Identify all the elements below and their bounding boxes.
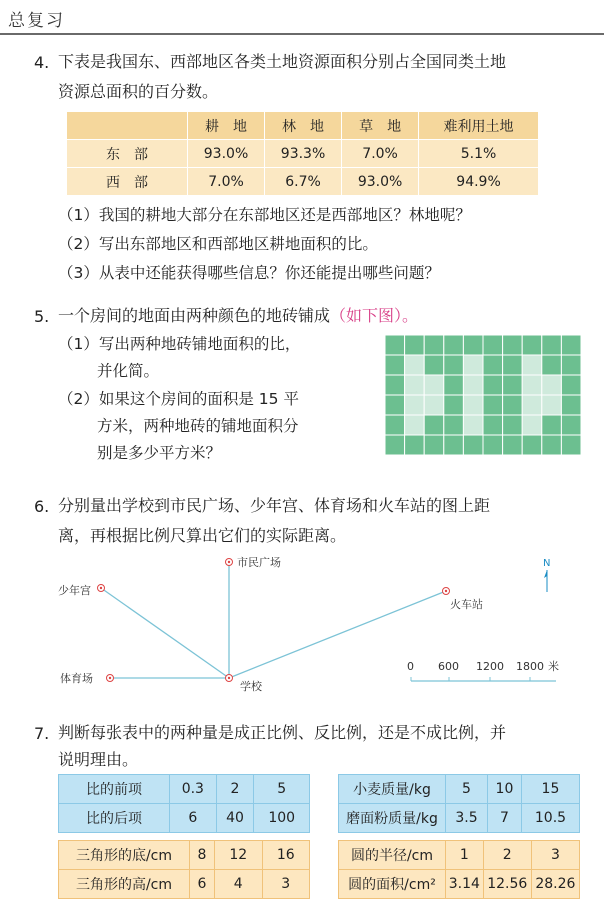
row-label: 比的前项: [59, 775, 170, 804]
q5-sub1-line2: 并化简。: [97, 362, 160, 380]
scale-label: 600: [438, 660, 459, 673]
floor-tile: [385, 335, 405, 355]
q5-number: 5.: [34, 307, 50, 326]
floor-tile: [503, 335, 523, 355]
q7-table-wheat: [338, 774, 580, 833]
q5-text-main: 一个房间的地面由两种颜色的地砖铺成: [58, 306, 331, 325]
floor-tile: [561, 355, 581, 375]
floor-tile: [424, 355, 444, 375]
floor-tile: [561, 375, 581, 395]
q5-sub2-line1: （2）如果这个房间的面积是 15 平: [58, 390, 299, 408]
floor-tile: [483, 395, 503, 415]
table-row: [59, 841, 310, 870]
table-cell: 40: [216, 804, 254, 833]
north-arrow-icon: [543, 558, 550, 592]
floor-tile: [385, 415, 405, 435]
q5-sub2-line2: 方米，两种地砖的铺地面积分: [97, 417, 299, 435]
floor-tile: [503, 415, 523, 435]
scale-unit: 米: [548, 660, 559, 673]
floor-tile-pattern: [384, 334, 582, 456]
row-label: 圆的面积/cm²: [339, 870, 446, 899]
table-cell: 6.7%: [265, 168, 342, 196]
page-header-title: 总复习: [8, 11, 65, 31]
floor-tile: [542, 375, 562, 395]
floor-tile: [444, 415, 464, 435]
scale-label: 1200: [476, 660, 504, 673]
floor-tile: [522, 415, 542, 435]
floor-tile: [561, 335, 581, 355]
q5-figure-hint: （如下图）。: [330, 306, 419, 325]
floor-tile: [483, 415, 503, 435]
floor-tile: [503, 355, 523, 375]
floor-tile: [385, 395, 405, 415]
table-row: [67, 168, 539, 196]
table-row: [59, 804, 310, 833]
floor-tile: [483, 435, 503, 455]
q5-sub2-line3: 别是多少平方米？: [97, 444, 222, 462]
floor-tile: [424, 415, 444, 435]
floor-tile: [561, 415, 581, 435]
q4-text-line1: 下表是我国东、西部地区各类土地资源面积分别占全国同类土地: [58, 52, 507, 71]
floor-tile: [424, 375, 444, 395]
floor-tile: [444, 355, 464, 375]
floor-tile: [561, 435, 581, 455]
floor-tile: [542, 435, 562, 455]
table-header-cell: 难利用土地: [419, 112, 538, 140]
table-row: [339, 804, 580, 833]
row-label: 三角形的高/cm: [59, 870, 190, 899]
table-cell: 10: [487, 775, 521, 804]
table-cell: 100: [254, 804, 310, 833]
q4-number: 4.: [34, 53, 50, 72]
floor-tile: [483, 375, 503, 395]
floor-tile: [522, 435, 542, 455]
table-cell: 3: [262, 870, 310, 899]
floor-tile: [444, 375, 464, 395]
table-cell: 3.5: [446, 804, 488, 833]
floor-tile: [463, 335, 483, 355]
table-cell: 3: [531, 841, 579, 870]
table-cell: 10.5: [521, 804, 579, 833]
floor-tile: [405, 375, 425, 395]
floor-tile: [424, 395, 444, 415]
floor-tile: [483, 335, 503, 355]
q7-text-line1: 判断每张表中的两种量是成正比例、反比例，还是不成比例，并: [58, 723, 507, 742]
table-cell: 16: [262, 841, 310, 870]
floor-tile: [522, 335, 542, 355]
floor-tile: [542, 395, 562, 415]
floor-tile: [405, 435, 425, 455]
scale-bar: [407, 659, 559, 681]
table-cell: 2: [483, 841, 531, 870]
table-cell: 1: [446, 841, 484, 870]
floor-tile: [503, 395, 523, 415]
table-cell: 5: [446, 775, 488, 804]
q7-number: 7.: [34, 724, 50, 743]
floor-tile: [444, 435, 464, 455]
table-cell: 15: [521, 775, 579, 804]
table-cell: 12.56: [483, 870, 531, 899]
q7-table-circle: [338, 840, 580, 899]
floor-tile: [405, 335, 425, 355]
header-divider: [0, 33, 604, 35]
table-cell: 12: [215, 841, 262, 870]
q5-sub1-line1: （1）写出两种地砖铺地面积的比，: [58, 335, 301, 353]
table-header-cell: 林 地: [265, 112, 342, 140]
station-label: 火车站: [450, 598, 483, 611]
table-header-cell: 耕 地: [188, 112, 265, 140]
floor-tile: [542, 415, 562, 435]
table-row: [59, 775, 310, 804]
q4-sub1: （1）我国的耕地大部分在东部地区还是西部地区？林地呢？: [58, 206, 471, 224]
q6-text-line2: 离，再根据比例尺算出它们的实际距离。: [58, 526, 347, 545]
q4-sub2: （2）写出东部地区和西部地区耕地面积的比。: [58, 235, 378, 253]
table-cell: 7: [487, 804, 521, 833]
floor-tile: [463, 415, 483, 435]
table-row: [67, 140, 539, 168]
q7-table-triangle: [58, 840, 310, 899]
floor-tile: [522, 375, 542, 395]
table-cell: 8: [190, 841, 215, 870]
table-cell: 7.0%: [188, 168, 265, 196]
floor-tile: [503, 375, 523, 395]
floor-tile: [385, 435, 405, 455]
floor-tile: [385, 355, 405, 375]
table-cell: 93.0%: [342, 168, 419, 196]
floor-tile: [483, 355, 503, 375]
table-cell: 5: [254, 775, 310, 804]
table-cell: 28.26: [531, 870, 579, 899]
table-row: [59, 870, 310, 899]
table-row: [339, 841, 580, 870]
table-cell: 6: [170, 804, 217, 833]
floor-tile: [522, 355, 542, 375]
table-cell: 4: [215, 870, 262, 899]
table-cell: 93.3%: [265, 140, 342, 168]
q4-text-line2: 资源总面积的百分数。: [58, 82, 219, 101]
table-cell: 7.0%: [342, 140, 419, 168]
table-cell: 6: [190, 870, 215, 899]
floor-tile: [542, 335, 562, 355]
table-row: [339, 870, 580, 899]
floor-tile: [385, 375, 405, 395]
floor-tile: [405, 415, 425, 435]
row-label: 磨面粉质量/kg: [339, 804, 446, 833]
school-map: [0, 540, 604, 700]
q7-text-line2: 说明理由。: [58, 750, 139, 769]
table-header-cell: 草 地: [342, 112, 419, 140]
floor-tile: [444, 395, 464, 415]
floor-tile: [561, 395, 581, 415]
floor-tile: [522, 395, 542, 415]
q4-land-table: [66, 111, 538, 195]
floor-tile: [542, 355, 562, 375]
plaza-label: 市民广场: [237, 556, 281, 569]
table-cell: 3.14: [446, 870, 484, 899]
floor-tile: [503, 435, 523, 455]
school-label: 学校: [240, 680, 262, 693]
floor-tile: [424, 335, 444, 355]
floor-tile: [444, 335, 464, 355]
floor-tile: [424, 435, 444, 455]
scale-label: 0: [407, 660, 414, 673]
table-header-row: [67, 112, 539, 140]
row-label: 圆的半径/cm: [339, 841, 446, 870]
row-label: 三角形的底/cm: [59, 841, 190, 870]
youth-palace-label: 少年宫: [58, 584, 91, 597]
floor-tile: [463, 375, 483, 395]
table-cell: [67, 112, 188, 140]
floor-tile: [405, 355, 425, 375]
table-row: [339, 775, 580, 804]
q6-text-line1: 分别量出学校到市民广场、少年宫、体育场和火车站的图上距: [58, 496, 491, 515]
row-label: 小麦质量/kg: [339, 775, 446, 804]
q5-text: [58, 301, 418, 331]
floor-tile: [405, 395, 425, 415]
scale-label: 1800: [516, 660, 544, 673]
table-cell: 2: [216, 775, 254, 804]
floor-tile: [463, 355, 483, 375]
q6-number: 6.: [34, 497, 50, 516]
table-cell: 0.3: [170, 775, 217, 804]
row-label: 比的后项: [59, 804, 170, 833]
row-label: 西 部: [67, 168, 188, 196]
table-cell: 5.1%: [419, 140, 538, 168]
q7-table-ratio: [58, 774, 310, 833]
row-label: 东 部: [67, 140, 188, 168]
q4-sub3: （3）从表中还能获得哪些信息？你还能提出哪些问题？: [58, 264, 440, 282]
table-cell: 94.9%: [419, 168, 538, 196]
table-cell: 93.0%: [188, 140, 265, 168]
stadium-label: 体育场: [60, 672, 93, 685]
floor-tile: [463, 395, 483, 415]
svg-text:N: N: [543, 558, 551, 569]
floor-tile: [463, 435, 483, 455]
